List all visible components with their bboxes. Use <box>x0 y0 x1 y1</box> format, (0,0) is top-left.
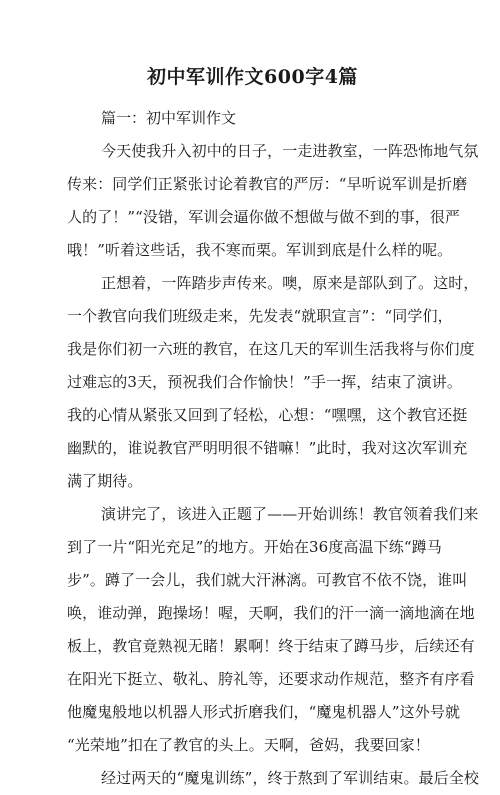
paragraph-line: 到了一片“阳光充足”的地方。开始在36度高温下练“蹲马 <box>67 538 442 556</box>
paragraph <box>67 267 479 498</box>
paragraph-line: 正想着，一阵踏步声传来。噢，原来是部队到了。这时， <box>101 274 479 292</box>
paragraph-line: 人的了！”“没错，军训会逼你做不想做与做不到的事，很严 <box>67 208 461 226</box>
paragraph <box>67 135 479 267</box>
paragraph <box>67 498 479 762</box>
paragraph-line: “光荣地”扣在了教官的头上。天啊，爸妈，我要回家！ <box>67 736 430 754</box>
paragraph-line: 演讲完了，该进入正题了——开始训练！教官领着我们来 <box>101 505 479 523</box>
paragraph-line: 经过两天的“魔鬼训练”，终于熬到了军训结束。最后全校 <box>101 769 479 787</box>
paragraph <box>67 762 479 795</box>
paragraph-line: 过难忘的3天，预祝我们合作愉快！”手一挥，结束了演讲。 <box>67 373 462 391</box>
document-title: 初中军训作文600字4篇 <box>147 66 358 88</box>
paragraph-line: 幽默的，谁说教官严明明很不错嘛！”此时，我对这次军训充 <box>67 439 468 457</box>
paragraph-line: 他魔鬼般地以机器人形式折磨我们，“魔鬼机器人”这外号就 <box>67 703 461 721</box>
paragraph-line: 在阳光下挺立、敬礼、胯礼等，还要求动作规范，整齐有序看 <box>67 670 475 688</box>
paragraph-line: 一个教官向我们班级走来，先发表“就职宣言”：“同学们， <box>67 307 453 325</box>
paragraph-line: 唤，谁动弹，跑操场！喔，天啊，我们的汗一滴一滴地滴在地 <box>67 604 475 622</box>
section-heading: 篇一：初中军训作文 <box>101 109 237 127</box>
document-body <box>67 135 479 795</box>
paragraph-line: 今天使我升入初中的日子，一走进教室，一阵恐怖地气氛 <box>101 142 479 160</box>
paragraph-line: 哦！”听着这些话，我不寒而栗。军训到底是什么样的呢。 <box>67 241 453 259</box>
paragraph-line: 我的心情从紧张又回到了轻松，心想：“嘿嘿，这个教官还挺 <box>67 406 468 424</box>
paragraph-line: 传来：同学们正紧张讨论着教官的严厉：“早听说军训是折磨 <box>67 175 468 193</box>
paragraph-line: 满了期待。 <box>67 472 143 490</box>
paragraph-line: 我是你们初一六班的教官，在这几天的军训生活我将与你们度 <box>67 340 475 358</box>
paragraph-line: 板上，教官竟熟视无睹！累啊！终于结束了蹲马步，后续还有 <box>67 637 475 655</box>
paragraph-line: 步”。蹲了一会儿，我们就大汗淋漓。可教官不依不饶，谁叫 <box>67 571 468 589</box>
